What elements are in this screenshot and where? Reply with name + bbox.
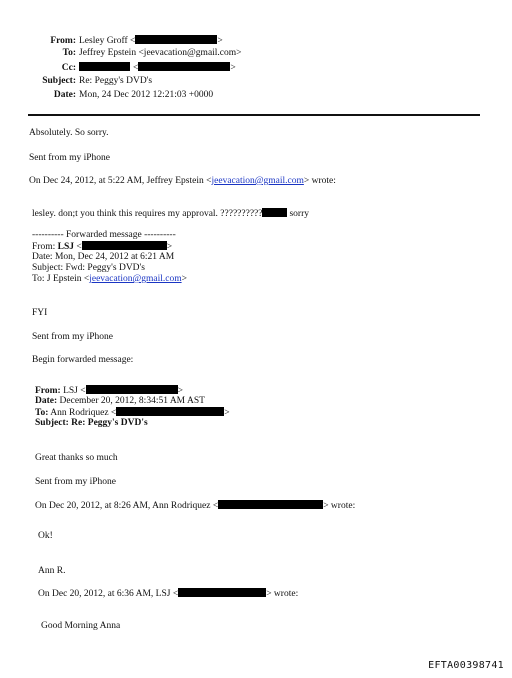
quote-header-3 (38, 588, 298, 600)
signature-iphone: Sent from my iPhone (32, 332, 114, 342)
ann-signature: Ann R. (38, 566, 66, 576)
fwd-from-lt: < (76, 242, 82, 252)
quote2-suffix: > wrote: (323, 501, 356, 511)
bf-from-gt: > (177, 386, 183, 396)
quoted-message (32, 208, 309, 220)
redaction-box (178, 588, 266, 597)
bf-date-label: Date: (35, 396, 58, 406)
header-divider (28, 114, 480, 116)
quote-header-2 (35, 500, 355, 512)
bates-number: EFTA00398741 (428, 660, 504, 671)
redaction-box (79, 62, 130, 71)
bf-subject-label: Subject: (35, 418, 69, 428)
bf-date-value: December 20, 2012, 8:34:51 AM AST (59, 396, 205, 406)
header-from-row (0, 35, 223, 47)
good-morning-text: Good Morning Anna (41, 621, 121, 631)
je-message-tail: sorry (289, 209, 309, 219)
reply-text: Absolutely. So sorry. (29, 128, 109, 138)
fwd-to-suffix: > (181, 274, 187, 284)
fwd-from-name: LSJ (57, 242, 74, 252)
forwarded-separator: ---------- Forwarded message ---------- (32, 230, 176, 240)
header-date-row (0, 90, 213, 101)
redaction-box (218, 500, 323, 509)
fyi-text: FYI (32, 308, 48, 318)
cc-suffix: > (230, 63, 236, 73)
header-to-row (0, 48, 242, 59)
quote3-suffix: > wrote: (266, 589, 299, 599)
signature-iphone: Sent from my iPhone (35, 477, 117, 487)
quote-header-1 (29, 176, 336, 187)
fwd-from-gt: > (166, 242, 173, 252)
je-message: lesley. don;t you think this requires my approval. ?????????? (32, 209, 263, 219)
fwd-date: Date: Mon, Dec 24, 2012 at 6:21 AM (32, 252, 175, 262)
quote3-prefix: On Dec 20, 2012, at 6:36 AM, LSJ < (38, 589, 179, 599)
bf-to-value: Ann Rodriquez < (50, 408, 117, 418)
fwd-from-label: From: (32, 242, 56, 252)
redaction-box (116, 407, 224, 416)
from-label: From: (50, 36, 76, 46)
subject-label: Subject: (42, 76, 76, 86)
subject-value: Re: Peggy's DVD's (79, 76, 153, 86)
quote1-suffix: > wrote: (303, 176, 336, 186)
cc-mid: < (133, 63, 139, 73)
date-label: Date: (53, 90, 76, 100)
fwd-to-row (32, 274, 187, 285)
bf-subject-value: Re: Peggy's DVD's (71, 418, 148, 428)
from-value: Lesley Groff < (79, 36, 136, 46)
bf-subject-row (35, 418, 148, 429)
header-cc-row (0, 62, 236, 74)
quote2-prefix: On Dec 20, 2012, at 8:26 AM, Ann Rodriquez < (35, 501, 219, 511)
bf-to-gt: > (224, 408, 230, 418)
redaction-box (86, 385, 178, 394)
redaction-box (135, 35, 217, 44)
redaction-box (262, 208, 287, 217)
bf-from-value: LSJ < (63, 386, 86, 396)
fwd-to-prefix: To: J Epstein < (32, 274, 90, 284)
bf-to-label: To: (35, 408, 49, 418)
bf-date-row (35, 396, 205, 407)
from-suffix: > (217, 36, 223, 46)
quote1-prefix: On Dec 24, 2012, at 5:22 AM, Jeffrey Epstein < (29, 176, 212, 186)
cc-label: Cc: (61, 63, 76, 73)
to-value: Jeffrey Epstein <jeevacation@gmail.com> (79, 48, 242, 58)
begin-forwarded: Begin forwarded message: (32, 355, 134, 365)
redaction-box (138, 62, 230, 71)
redaction-box (82, 241, 167, 250)
ok-text: Ok! (38, 531, 53, 541)
fwd-subject: Subject: Fwd: Peggy's DVD's (32, 263, 145, 273)
bf-from-label: From: (35, 386, 61, 396)
email-link[interactable]: jeevacation@gmail.com (211, 176, 304, 186)
signature-iphone: Sent from my iPhone (29, 153, 111, 163)
header-subject-row (0, 76, 152, 87)
date-value: Mon, 24 Dec 2012 12:21:03 +0000 (79, 90, 214, 100)
to-label: To: (62, 48, 76, 58)
great-thanks-text: Great thanks so much (35, 453, 118, 463)
email-link[interactable]: jeevacation@gmail.com (89, 274, 182, 284)
